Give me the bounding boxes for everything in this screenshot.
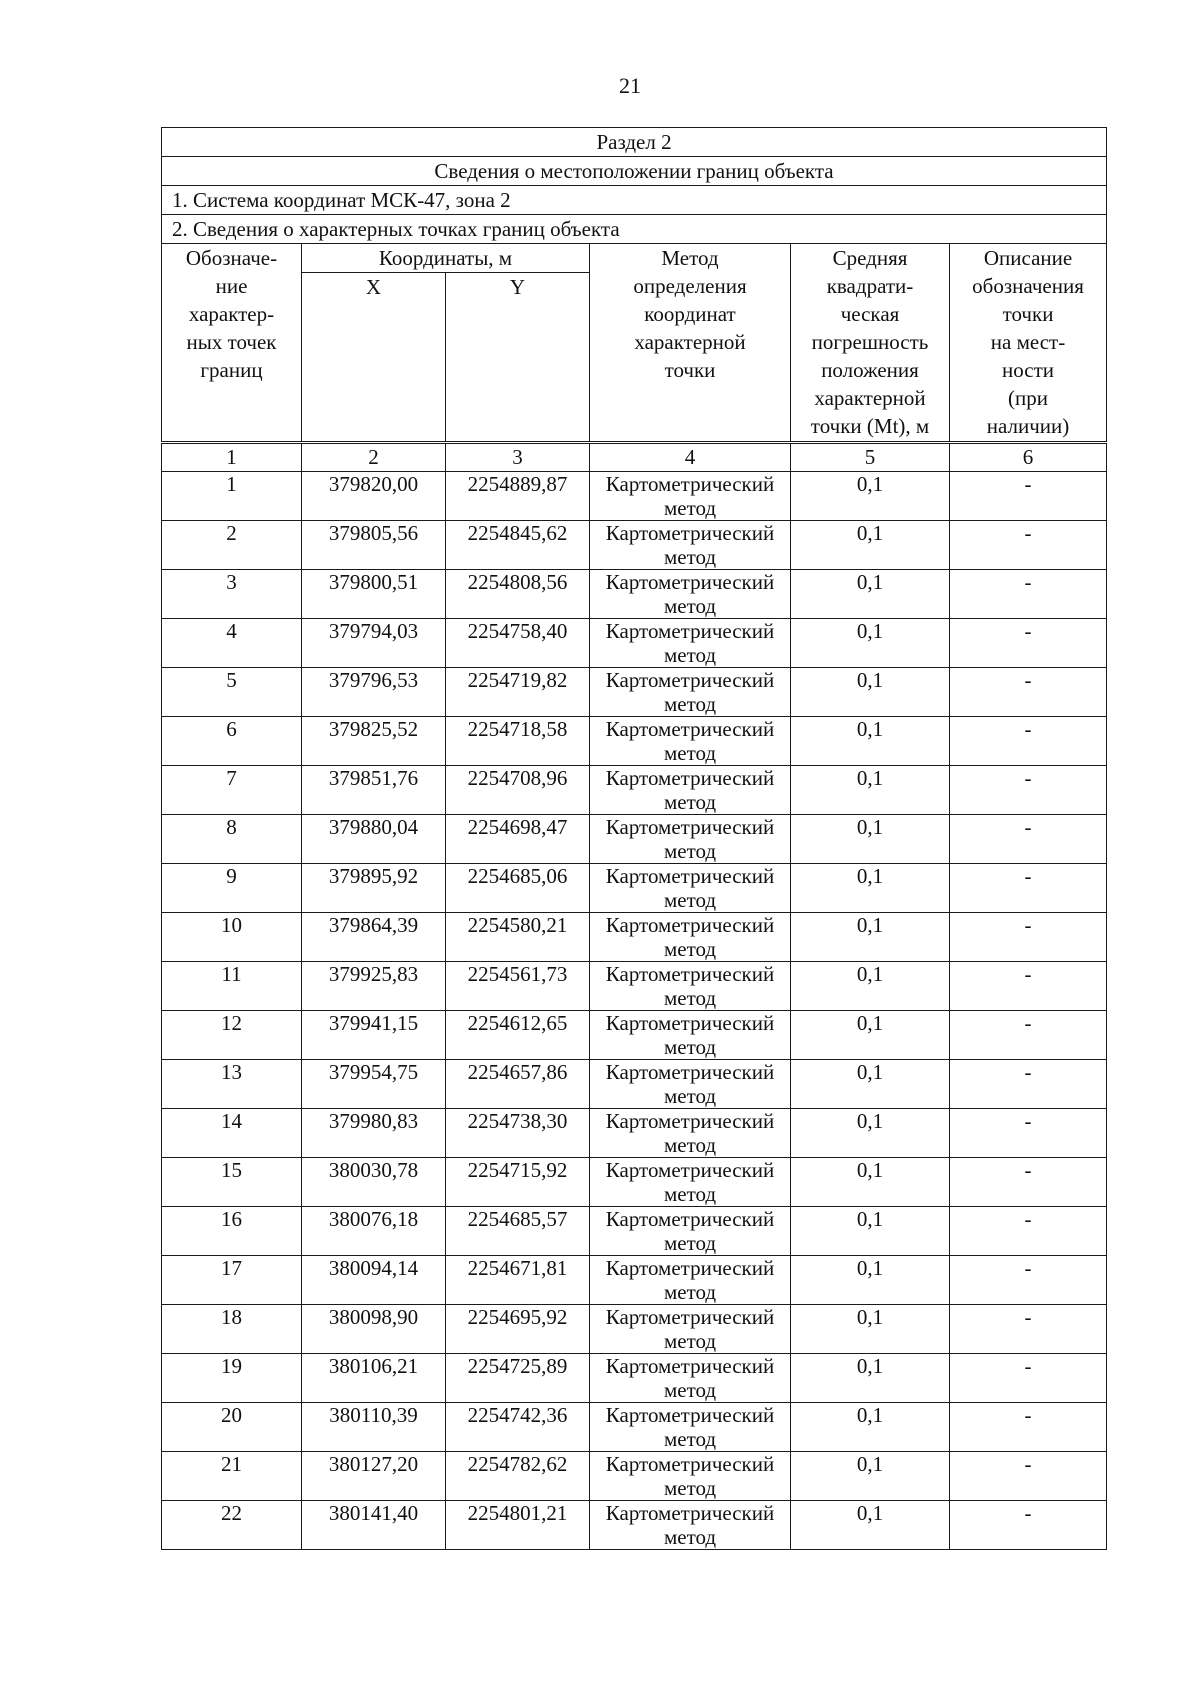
mt-error-cell: 0,1 — [791, 864, 950, 913]
boundary-points-table — [161, 127, 1107, 1550]
header-line: координат — [644, 302, 736, 326]
table-row — [162, 1501, 1107, 1550]
method-text-line: метод — [663, 1231, 717, 1255]
column-number: 3 — [446, 443, 590, 472]
table-row — [162, 1207, 1107, 1256]
method-cell — [590, 1452, 791, 1501]
section-subtitle-row — [162, 157, 1107, 186]
method-text-line: метод — [663, 888, 717, 912]
point-id-cell: 18 — [162, 1305, 302, 1354]
mt-error-cell: 0,1 — [791, 668, 950, 717]
y-coordinate-cell: 2254742,36 — [446, 1403, 590, 1452]
header-line: границ — [200, 358, 263, 382]
point-id-cell: 19 — [162, 1354, 302, 1403]
method-text-line: метод — [663, 1525, 717, 1549]
description-cell: - — [950, 1305, 1107, 1354]
coord-system: 1. Система координат МСК-47, зона 2 — [162, 186, 1107, 215]
method-cell — [590, 1060, 791, 1109]
y-coordinate-cell: 2254685,57 — [446, 1207, 590, 1256]
header-line: ние — [215, 274, 248, 298]
header-line: Описание — [983, 246, 1073, 270]
y-coordinate-cell: 2254685,06 — [446, 864, 590, 913]
x-coordinate-cell: 380106,21 — [302, 1354, 446, 1403]
y-coordinate-cell: 2254671,81 — [446, 1256, 590, 1305]
description-cell: - — [950, 1452, 1107, 1501]
header-error-text — [791, 244, 949, 440]
description-cell: - — [950, 1501, 1107, 1550]
method-cell — [590, 864, 791, 913]
y-coordinate-cell: 2254889,87 — [446, 472, 590, 521]
table-row — [162, 913, 1107, 962]
point-id-cell: 1 — [162, 472, 302, 521]
description-cell: - — [950, 619, 1107, 668]
x-coordinate-cell: 379794,03 — [302, 619, 446, 668]
point-id-cell: 10 — [162, 913, 302, 962]
y-coordinate-cell: 2254657,86 — [446, 1060, 590, 1109]
method-cell — [590, 1256, 791, 1305]
y-coordinate-cell: 2254708,96 — [446, 766, 590, 815]
section-title: Раздел 2 — [162, 128, 1107, 157]
y-coordinate-cell: 2254695,92 — [446, 1305, 590, 1354]
method-text-line: Картометрический — [605, 1158, 775, 1182]
method-cell — [590, 1305, 791, 1354]
point-id-cell: 13 — [162, 1060, 302, 1109]
method-text-line: Картометрический — [605, 717, 775, 741]
x-coordinate-cell: 379796,53 — [302, 668, 446, 717]
point-id-cell: 17 — [162, 1256, 302, 1305]
y-coordinate-cell: 2254801,21 — [446, 1501, 590, 1550]
point-id-cell: 16 — [162, 1207, 302, 1256]
point-id-cell: 20 — [162, 1403, 302, 1452]
method-text-line: Картометрический — [605, 619, 775, 643]
description-cell: - — [950, 1354, 1107, 1403]
table-row — [162, 521, 1107, 570]
mt-error-cell: 0,1 — [791, 1256, 950, 1305]
column-number: 1 — [162, 443, 302, 472]
x-coordinate-cell: 380030,78 — [302, 1158, 446, 1207]
header-line: на мест- — [990, 330, 1066, 354]
description-cell: - — [950, 962, 1107, 1011]
method-cell — [590, 619, 791, 668]
header-line: Обозначе- — [185, 246, 278, 270]
method-text-line: Картометрический — [605, 1060, 775, 1084]
x-coordinate-cell: 380110,39 — [302, 1403, 446, 1452]
point-id-cell: 6 — [162, 717, 302, 766]
header-line: точки — [664, 358, 716, 382]
header-line: Средняя — [832, 246, 908, 270]
column-numbers-row — [162, 443, 1107, 472]
point-id-cell: 9 — [162, 864, 302, 913]
mt-error-cell: 0,1 — [791, 717, 950, 766]
mt-error-cell: 0,1 — [791, 815, 950, 864]
table-row — [162, 1158, 1107, 1207]
table-row — [162, 1060, 1107, 1109]
method-cell — [590, 1011, 791, 1060]
header-x: X — [302, 273, 446, 443]
description-cell: - — [950, 815, 1107, 864]
header-line: квадрати- — [826, 274, 914, 298]
table-row — [162, 1354, 1107, 1403]
method-text-line: метод — [663, 496, 717, 520]
y-coordinate-cell: 2254580,21 — [446, 913, 590, 962]
header-point-id-text — [162, 244, 301, 384]
method-text-line: метод — [663, 1084, 717, 1108]
mt-error-cell: 0,1 — [791, 1501, 950, 1550]
x-coordinate-cell: 379805,56 — [302, 521, 446, 570]
method-text-line: метод — [663, 839, 717, 863]
x-coordinate-cell: 379820,00 — [302, 472, 446, 521]
column-number: 6 — [950, 443, 1107, 472]
description-cell: - — [950, 570, 1107, 619]
description-cell: - — [950, 668, 1107, 717]
table-row — [162, 1305, 1107, 1354]
method-text-line: Картометрический — [605, 521, 775, 545]
x-coordinate-cell: 380094,14 — [302, 1256, 446, 1305]
description-cell: - — [950, 1158, 1107, 1207]
page-number: 21 — [619, 73, 641, 98]
method-text-line: Картометрический — [605, 1109, 775, 1133]
table-row — [162, 668, 1107, 717]
method-text-line: метод — [663, 594, 717, 618]
mt-error-cell: 0,1 — [791, 472, 950, 521]
y-coordinate-cell: 2254561,73 — [446, 962, 590, 1011]
method-text-line: метод — [663, 545, 717, 569]
x-coordinate-cell: 379864,39 — [302, 913, 446, 962]
header-line: ных точек — [186, 330, 277, 354]
mt-error-cell: 0,1 — [791, 1158, 950, 1207]
y-coordinate-cell: 2254719,82 — [446, 668, 590, 717]
table-row — [162, 1452, 1107, 1501]
method-cell — [590, 472, 791, 521]
mt-error-cell: 0,1 — [791, 1207, 950, 1256]
table-row — [162, 1256, 1107, 1305]
mt-error-cell: 0,1 — [791, 570, 950, 619]
y-coordinate-cell: 2254715,92 — [446, 1158, 590, 1207]
x-coordinate-cell: 379925,83 — [302, 962, 446, 1011]
table-row — [162, 717, 1107, 766]
section-subtitle: Сведения о местоположении границ объекта — [162, 157, 1107, 186]
table-row — [162, 570, 1107, 619]
method-cell — [590, 1158, 791, 1207]
method-text-line: Картометрический — [605, 913, 775, 937]
point-id-cell: 21 — [162, 1452, 302, 1501]
method-text-line: Картометрический — [605, 1256, 775, 1280]
point-id-cell: 2 — [162, 521, 302, 570]
mt-error-cell: 0,1 — [791, 1354, 950, 1403]
description-cell: - — [950, 864, 1107, 913]
table-row — [162, 815, 1107, 864]
table-row — [162, 962, 1107, 1011]
description-cell: - — [950, 1256, 1107, 1305]
method-text-line: Картометрический — [605, 864, 775, 888]
method-cell — [590, 766, 791, 815]
points-caption: 2. Сведения о характерных точках границ объекта — [162, 215, 1107, 244]
x-coordinate-cell: 380076,18 — [302, 1207, 446, 1256]
header-y: Y — [446, 273, 590, 443]
method-text-line: Картометрический — [605, 1501, 775, 1525]
header-line: обозначения — [972, 274, 1084, 298]
x-coordinate-cell: 380098,90 — [302, 1305, 446, 1354]
method-text-line: Картометрический — [605, 1403, 775, 1427]
method-text-line: метод — [663, 1476, 717, 1500]
mt-error-cell: 0,1 — [791, 521, 950, 570]
column-number: 5 — [791, 443, 950, 472]
mt-error-cell: 0,1 — [791, 1305, 950, 1354]
y-coordinate-cell: 2254782,62 — [446, 1452, 590, 1501]
method-cell — [590, 570, 791, 619]
x-coordinate-cell: 379941,15 — [302, 1011, 446, 1060]
method-text-line: метод — [663, 692, 717, 716]
mt-error-cell: 0,1 — [791, 1109, 950, 1158]
description-cell: - — [950, 913, 1107, 962]
description-cell: - — [950, 766, 1107, 815]
header-line: (при — [1008, 386, 1048, 410]
mt-error-cell: 0,1 — [791, 1403, 950, 1452]
y-coordinate-cell: 2254845,62 — [446, 521, 590, 570]
x-coordinate-cell: 379954,75 — [302, 1060, 446, 1109]
method-text-line: Картометрический — [605, 815, 775, 839]
method-text-line: метод — [663, 741, 717, 765]
description-cell: - — [950, 717, 1107, 766]
method-text-line: метод — [663, 643, 717, 667]
table-row — [162, 864, 1107, 913]
description-cell: - — [950, 1207, 1107, 1256]
method-text-line: Картометрический — [605, 1354, 775, 1378]
header-description-text — [950, 244, 1106, 440]
y-coordinate-cell: 2254758,40 — [446, 619, 590, 668]
header-line: характерной — [634, 330, 746, 354]
method-text-line: метод — [663, 790, 717, 814]
description-cell: - — [950, 472, 1107, 521]
method-cell — [590, 913, 791, 962]
header-line: точки — [1002, 302, 1054, 326]
x-coordinate-cell: 379895,92 — [302, 864, 446, 913]
y-coordinate-cell: 2254725,89 — [446, 1354, 590, 1403]
header-line: характер- — [188, 302, 275, 326]
x-coordinate-cell: 379980,83 — [302, 1109, 446, 1158]
point-id-cell: 22 — [162, 1501, 302, 1550]
x-coordinate-cell: 380141,40 — [302, 1501, 446, 1550]
header-line: погрешность — [811, 330, 929, 354]
method-cell — [590, 521, 791, 570]
method-text-line: Картометрический — [605, 668, 775, 692]
table-row — [162, 472, 1107, 521]
point-id-cell: 4 — [162, 619, 302, 668]
header-method — [590, 244, 791, 443]
method-text-line: Картометрический — [605, 472, 775, 496]
method-text-line: Картометрический — [605, 1305, 775, 1329]
method-text-line: метод — [663, 937, 717, 961]
mt-error-cell: 0,1 — [791, 962, 950, 1011]
header-line: определения — [633, 274, 747, 298]
header-row — [162, 244, 1107, 273]
method-cell — [590, 1501, 791, 1550]
point-id-cell: 14 — [162, 1109, 302, 1158]
header-line: ности — [1002, 358, 1055, 382]
method-cell — [590, 1354, 791, 1403]
method-cell — [590, 815, 791, 864]
method-cell — [590, 1109, 791, 1158]
coord-system-row — [162, 186, 1107, 215]
description-cell: - — [950, 521, 1107, 570]
method-text-line: метод — [663, 1182, 717, 1206]
y-coordinate-cell: 2254698,47 — [446, 815, 590, 864]
section-title-row — [162, 128, 1107, 157]
method-text-line: Картометрический — [605, 766, 775, 790]
method-text-line: метод — [663, 1427, 717, 1451]
point-id-cell: 7 — [162, 766, 302, 815]
mt-error-cell: 0,1 — [791, 913, 950, 962]
header-coords: Координаты, м — [302, 244, 590, 273]
header-point-id — [162, 244, 302, 443]
description-cell: - — [950, 1109, 1107, 1158]
table-row — [162, 766, 1107, 815]
mt-error-cell: 0,1 — [791, 1060, 950, 1109]
point-id-cell: 12 — [162, 1011, 302, 1060]
header-method-text — [590, 244, 790, 384]
description-cell: - — [950, 1403, 1107, 1452]
header-error — [791, 244, 950, 443]
table-row — [162, 1403, 1107, 1452]
point-id-cell: 11 — [162, 962, 302, 1011]
y-coordinate-cell: 2254612,65 — [446, 1011, 590, 1060]
header-line: положения — [821, 358, 919, 382]
x-coordinate-cell: 379880,04 — [302, 815, 446, 864]
method-cell — [590, 962, 791, 1011]
table-row — [162, 1011, 1107, 1060]
y-coordinate-cell: 2254808,56 — [446, 570, 590, 619]
column-number: 2 — [302, 443, 446, 472]
method-text-line: метод — [663, 1035, 717, 1059]
table-row — [162, 1109, 1107, 1158]
method-text-line: Картометрический — [605, 962, 775, 986]
mt-error-cell: 0,1 — [791, 766, 950, 815]
x-coordinate-cell: 380127,20 — [302, 1452, 446, 1501]
method-cell — [590, 1207, 791, 1256]
header-line: точки (Mt), м — [810, 414, 930, 438]
points-caption-row — [162, 215, 1107, 244]
method-text-line: метод — [663, 1329, 717, 1353]
point-id-cell: 8 — [162, 815, 302, 864]
x-coordinate-cell: 379851,76 — [302, 766, 446, 815]
header-line: Метод — [661, 246, 719, 270]
y-coordinate-cell: 2254738,30 — [446, 1109, 590, 1158]
mt-error-cell: 0,1 — [791, 619, 950, 668]
method-text-line: Картометрический — [605, 570, 775, 594]
point-id-cell: 5 — [162, 668, 302, 717]
method-text-line: Картометрический — [605, 1011, 775, 1035]
description-cell: - — [950, 1011, 1107, 1060]
point-id-cell: 3 — [162, 570, 302, 619]
method-cell — [590, 1403, 791, 1452]
method-text-line: метод — [663, 1378, 717, 1402]
method-text-line: метод — [663, 1280, 717, 1304]
header-line: наличии) — [986, 414, 1070, 438]
header-line: ческая — [840, 302, 900, 326]
method-cell — [590, 668, 791, 717]
mt-error-cell: 0,1 — [791, 1452, 950, 1501]
header-description — [950, 244, 1107, 443]
method-text-line: Картометрический — [605, 1207, 775, 1231]
method-text-line: метод — [663, 1133, 717, 1157]
y-coordinate-cell: 2254718,58 — [446, 717, 590, 766]
method-text-line: Картометрический — [605, 1452, 775, 1476]
table-row — [162, 619, 1107, 668]
x-coordinate-cell: 379825,52 — [302, 717, 446, 766]
x-coordinate-cell: 379800,51 — [302, 570, 446, 619]
method-text-line: метод — [663, 986, 717, 1010]
header-line: характерной — [814, 386, 926, 410]
method-cell — [590, 717, 791, 766]
point-id-cell: 15 — [162, 1158, 302, 1207]
mt-error-cell: 0,1 — [791, 1011, 950, 1060]
column-number: 4 — [590, 443, 791, 472]
description-cell: - — [950, 1060, 1107, 1109]
